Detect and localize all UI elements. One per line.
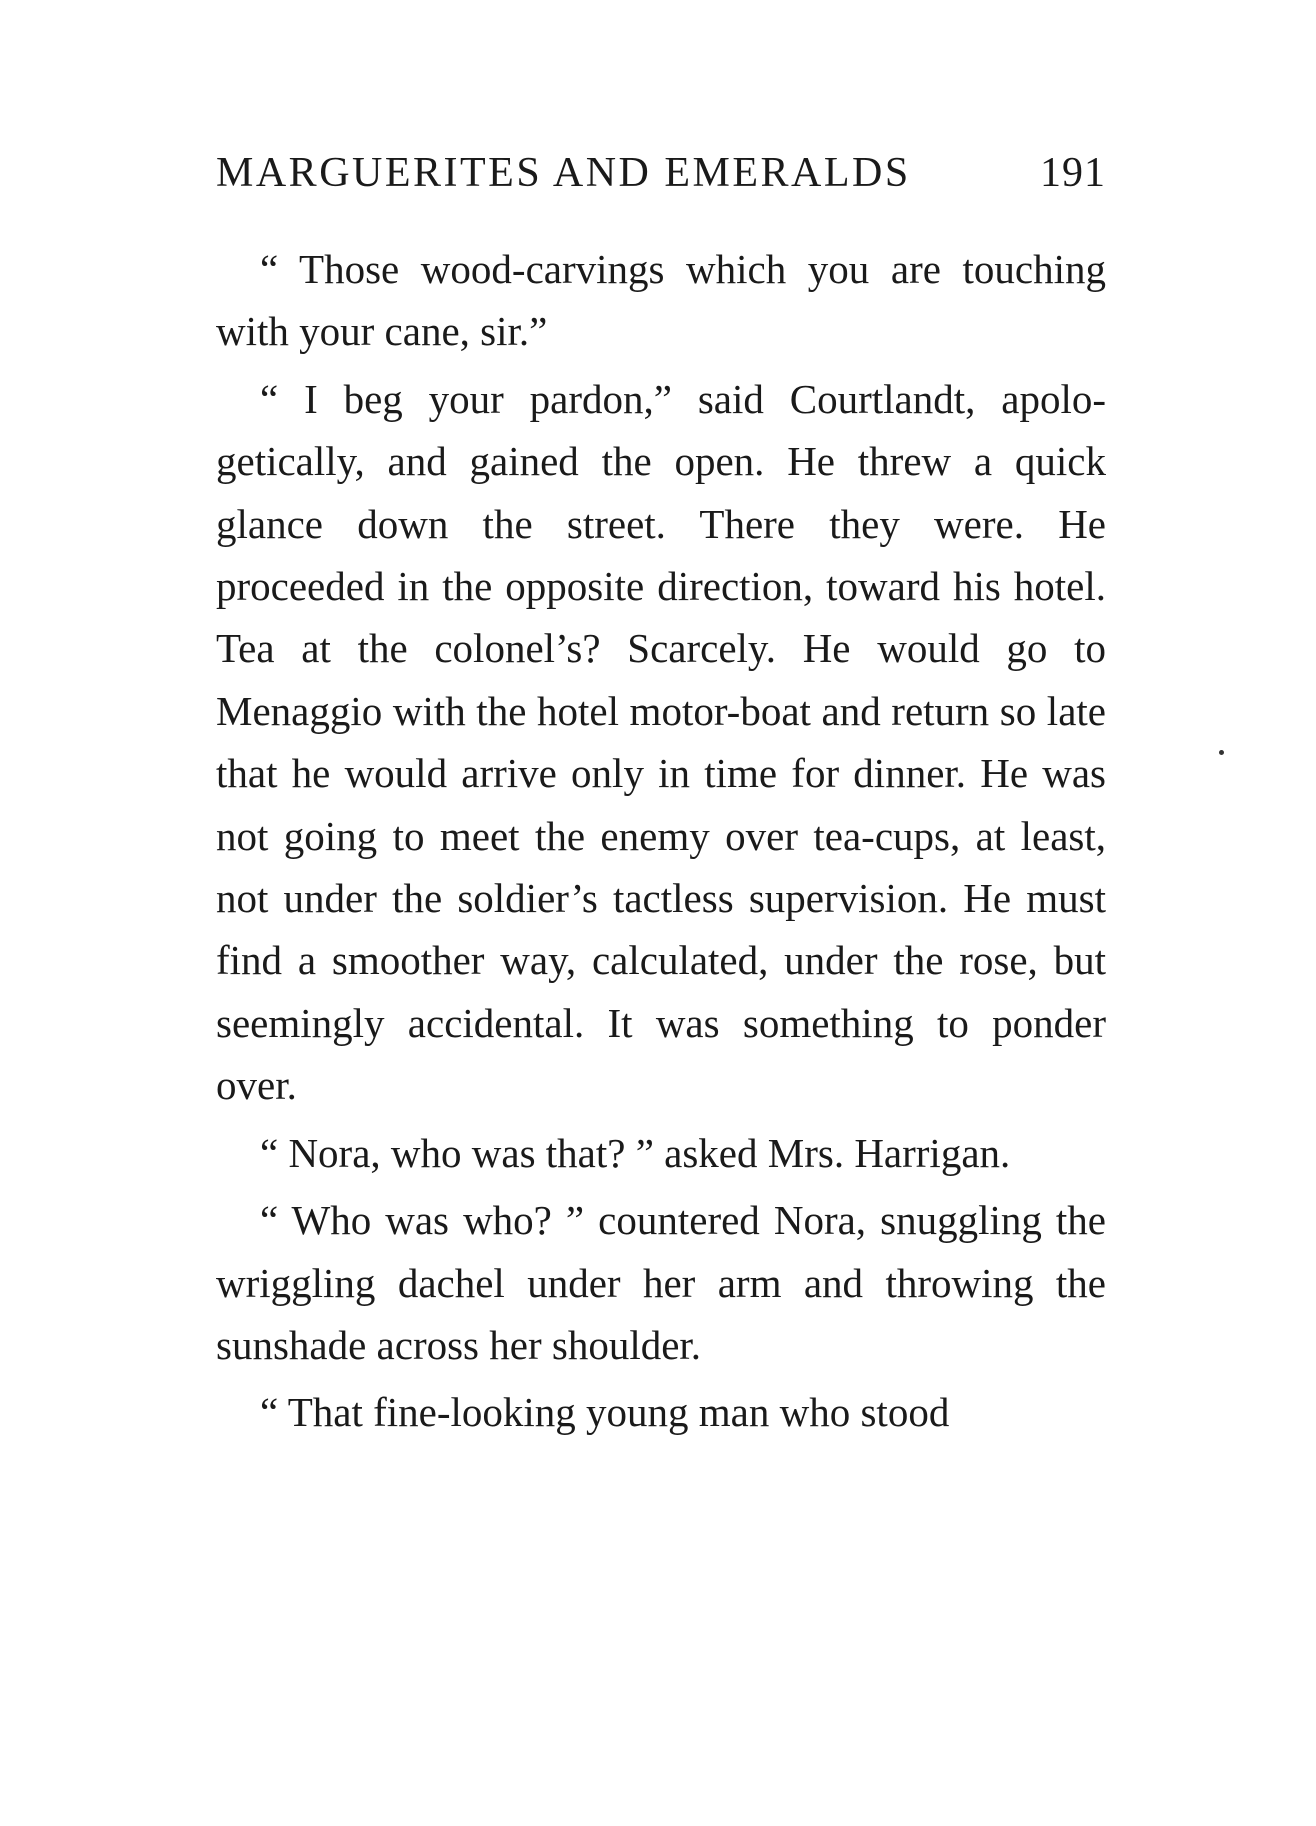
chapter-title: MARGUERITES AND EMERALDS: [216, 150, 911, 196]
paragraph: “ I beg your pardon,” said Courtlandt, apologetically, and gained the open. He threw a quick glance down the street. There they were. He proceeded in the opposite direction, toward his hotel. Tea at the colonel’s? Scarcely. He would go to Menaggio with the hotel motor-boat and return so late that he would arrive only in time for dinner. He was not going to meet the enemy over tea-cups, at least, not under the soldier’s tactless supervision. He must find a smoother way, calculated, under the rose, but seemingly accidental. It was something to ponder over.: [216, 375, 1106, 1109]
paragraph: “ That fine-looking young man who stood: [260, 1389, 950, 1436]
paragraph: “ Nora, who was that? ” asked Mrs. Harrigan.: [260, 1129, 1011, 1176]
paragraph: “ Who was who? ” countered Nora, snuggling the wriggling dachel under her arm and throwing the sunshade across her shoulder.: [216, 1197, 1106, 1368]
body-text: [216, 238, 1106, 1444]
ink-speck: [1219, 750, 1224, 755]
running-head: [216, 148, 1106, 198]
paragraph: “ Those wood-carvings which you are touching with your cane, sir.”: [216, 246, 1106, 355]
page-number: 191: [1040, 150, 1106, 196]
